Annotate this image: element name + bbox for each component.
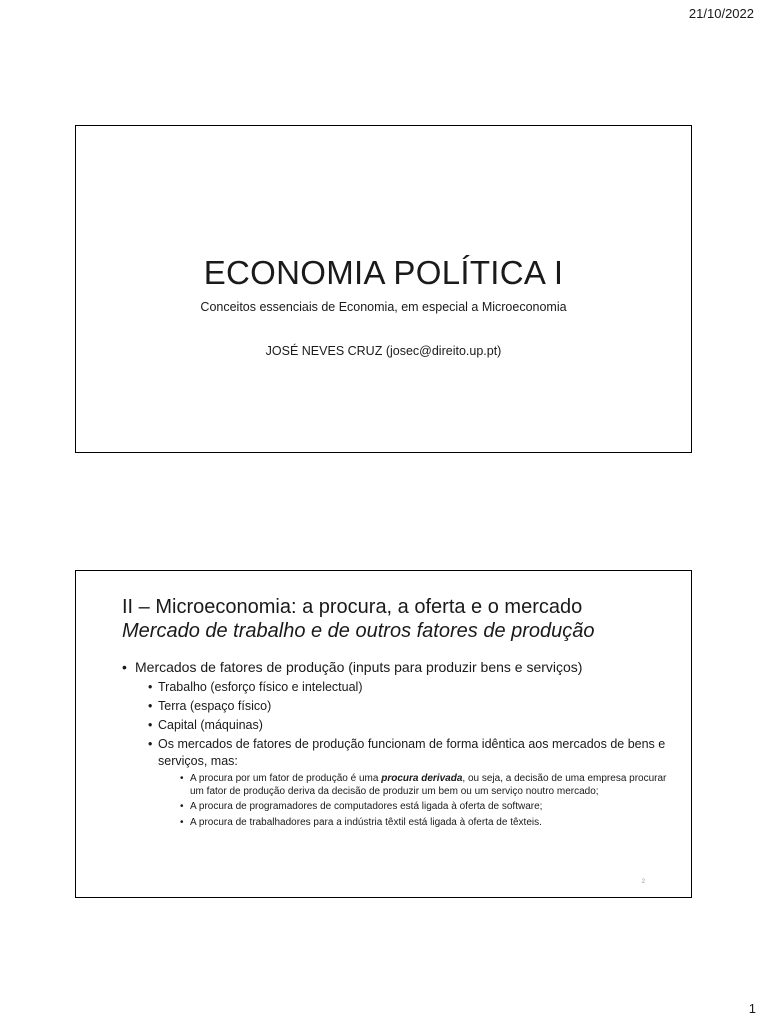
sub-bullet-item: • Capital (máquinas) bbox=[148, 717, 667, 734]
slide-subtitle: Conceitos essenciais de Economia, em especial a Microeconomia bbox=[200, 300, 567, 314]
slide-title: ECONOMIA POLÍTICA I bbox=[203, 254, 564, 291]
sub-sub-bullet-item: • A procura de programadores de computadores está ligada à oferta de software; bbox=[180, 801, 667, 814]
slide-body bbox=[122, 658, 667, 829]
slide-heading-italic-line: Mercado de trabalho e de outros fatores de produção bbox=[122, 620, 595, 642]
slide-heading-line: II – Microeconomia: a procura, a oferta e o mercado bbox=[122, 596, 583, 618]
page-number: 1 bbox=[748, 1001, 756, 1016]
sub-bullet-item: • Terra (espaço físico) bbox=[148, 698, 667, 715]
slide-number: 2 bbox=[641, 879, 645, 885]
slide-2 bbox=[75, 570, 692, 898]
bullet-item: • Mercados de fatores de produção (inputs para produzir bens e serviços) bbox=[122, 658, 667, 677]
sub-bullet-item: • Trabalho (esforço físico e intelectual) bbox=[148, 679, 667, 696]
derived-demand-text-cont: , ou seja, a decisão de uma empresa procurar um fator de produção deriva da decisão de produzir um bem ou um serviço noutro mercado; bbox=[190, 773, 667, 797]
derived-demand-text: A procura por um fator de produção é uma bbox=[190, 773, 382, 784]
page-date: 21/10/2022 bbox=[688, 6, 754, 21]
derived-demand-emphasis: procura derivada bbox=[381, 773, 463, 784]
sub-sub-bullet-item bbox=[180, 773, 667, 798]
slide-heading bbox=[122, 595, 595, 643]
sub-bullet-item: • Os mercados de fatores de produção funcionam de forma idêntica aos mercados de bens e serviços, mas: bbox=[148, 736, 667, 770]
slide-1 bbox=[75, 125, 692, 453]
sub-sub-bullet-item: • A procura de trabalhadores para a indústria têxtil está ligada à oferta de têxteis. bbox=[180, 817, 667, 830]
slide-author: JOSÉ NEVES CRUZ (josec@direito.up.pt) bbox=[265, 344, 502, 358]
